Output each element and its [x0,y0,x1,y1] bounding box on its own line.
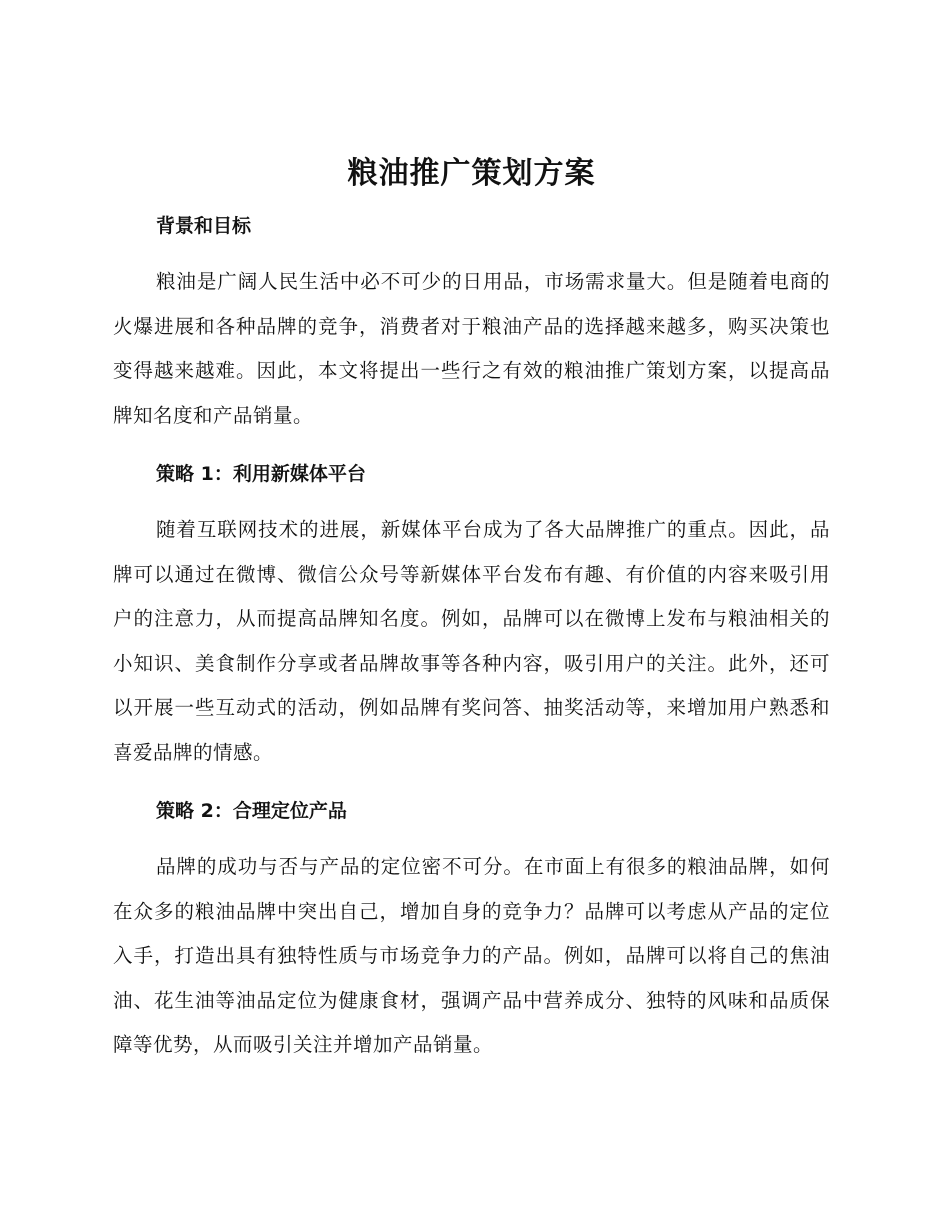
section-body-strategy-1: 随着互联网技术的进展，新媒体平台成为了各大品牌推广的重点。因此，品牌可以通过在微博、微信公众号等新媒体平台发布有趣、有价值的内容来吸引用户的注意力，从而提高品牌知名度。例如，品牌可以在微博上发布与粮油相关的小知识、美食制作分享或者品牌故事等各种内容，吸引用户的关注。此外，还可以开展一些互动式的活动，例如品牌有奖问答、抽奖活动等，来增加用户熟悉和喜爱品牌的情感。 [113,518,830,764]
section-heading-strategy-2: 策略 2：合理定位产品 [156,800,347,822]
section-body-background: 粮油是广阔人民生活中必不可少的日用品，市场需求量大。但是随着电商的火爆进展和各种品牌的竞争，消费者对于粮油产品的选择越来越多，购买决策也变得越来越难。因此，本文将提出一些行之有效的粮油推广策划方案，以提高品牌知名度和产品销量。 [113,270,830,427]
section-body-strategy-2: 品牌的成功与否与产品的定位密不可分。在市面上有很多的粮油品牌，如何在众多的粮油品牌中突出自己，增加自身的竞争力？品牌可以考虑从产品的定位入手，打造出具有独特性质与市场竞争力的产品。例如，品牌可以将自己的焦油油、花生油等油品定位为健康食材，强调产品中营养成分、独特的风味和品质保障等优势，从而吸引关注并增加产品销量。 [113,855,830,1056]
document-title: 粮油推广策划方案 [347,156,596,191]
document-page [113,148,830,1068]
section-heading-background: 背景和目标 [156,215,252,237]
section-heading-strategy-1: 策略 1：利用新媒体平台 [156,463,366,485]
